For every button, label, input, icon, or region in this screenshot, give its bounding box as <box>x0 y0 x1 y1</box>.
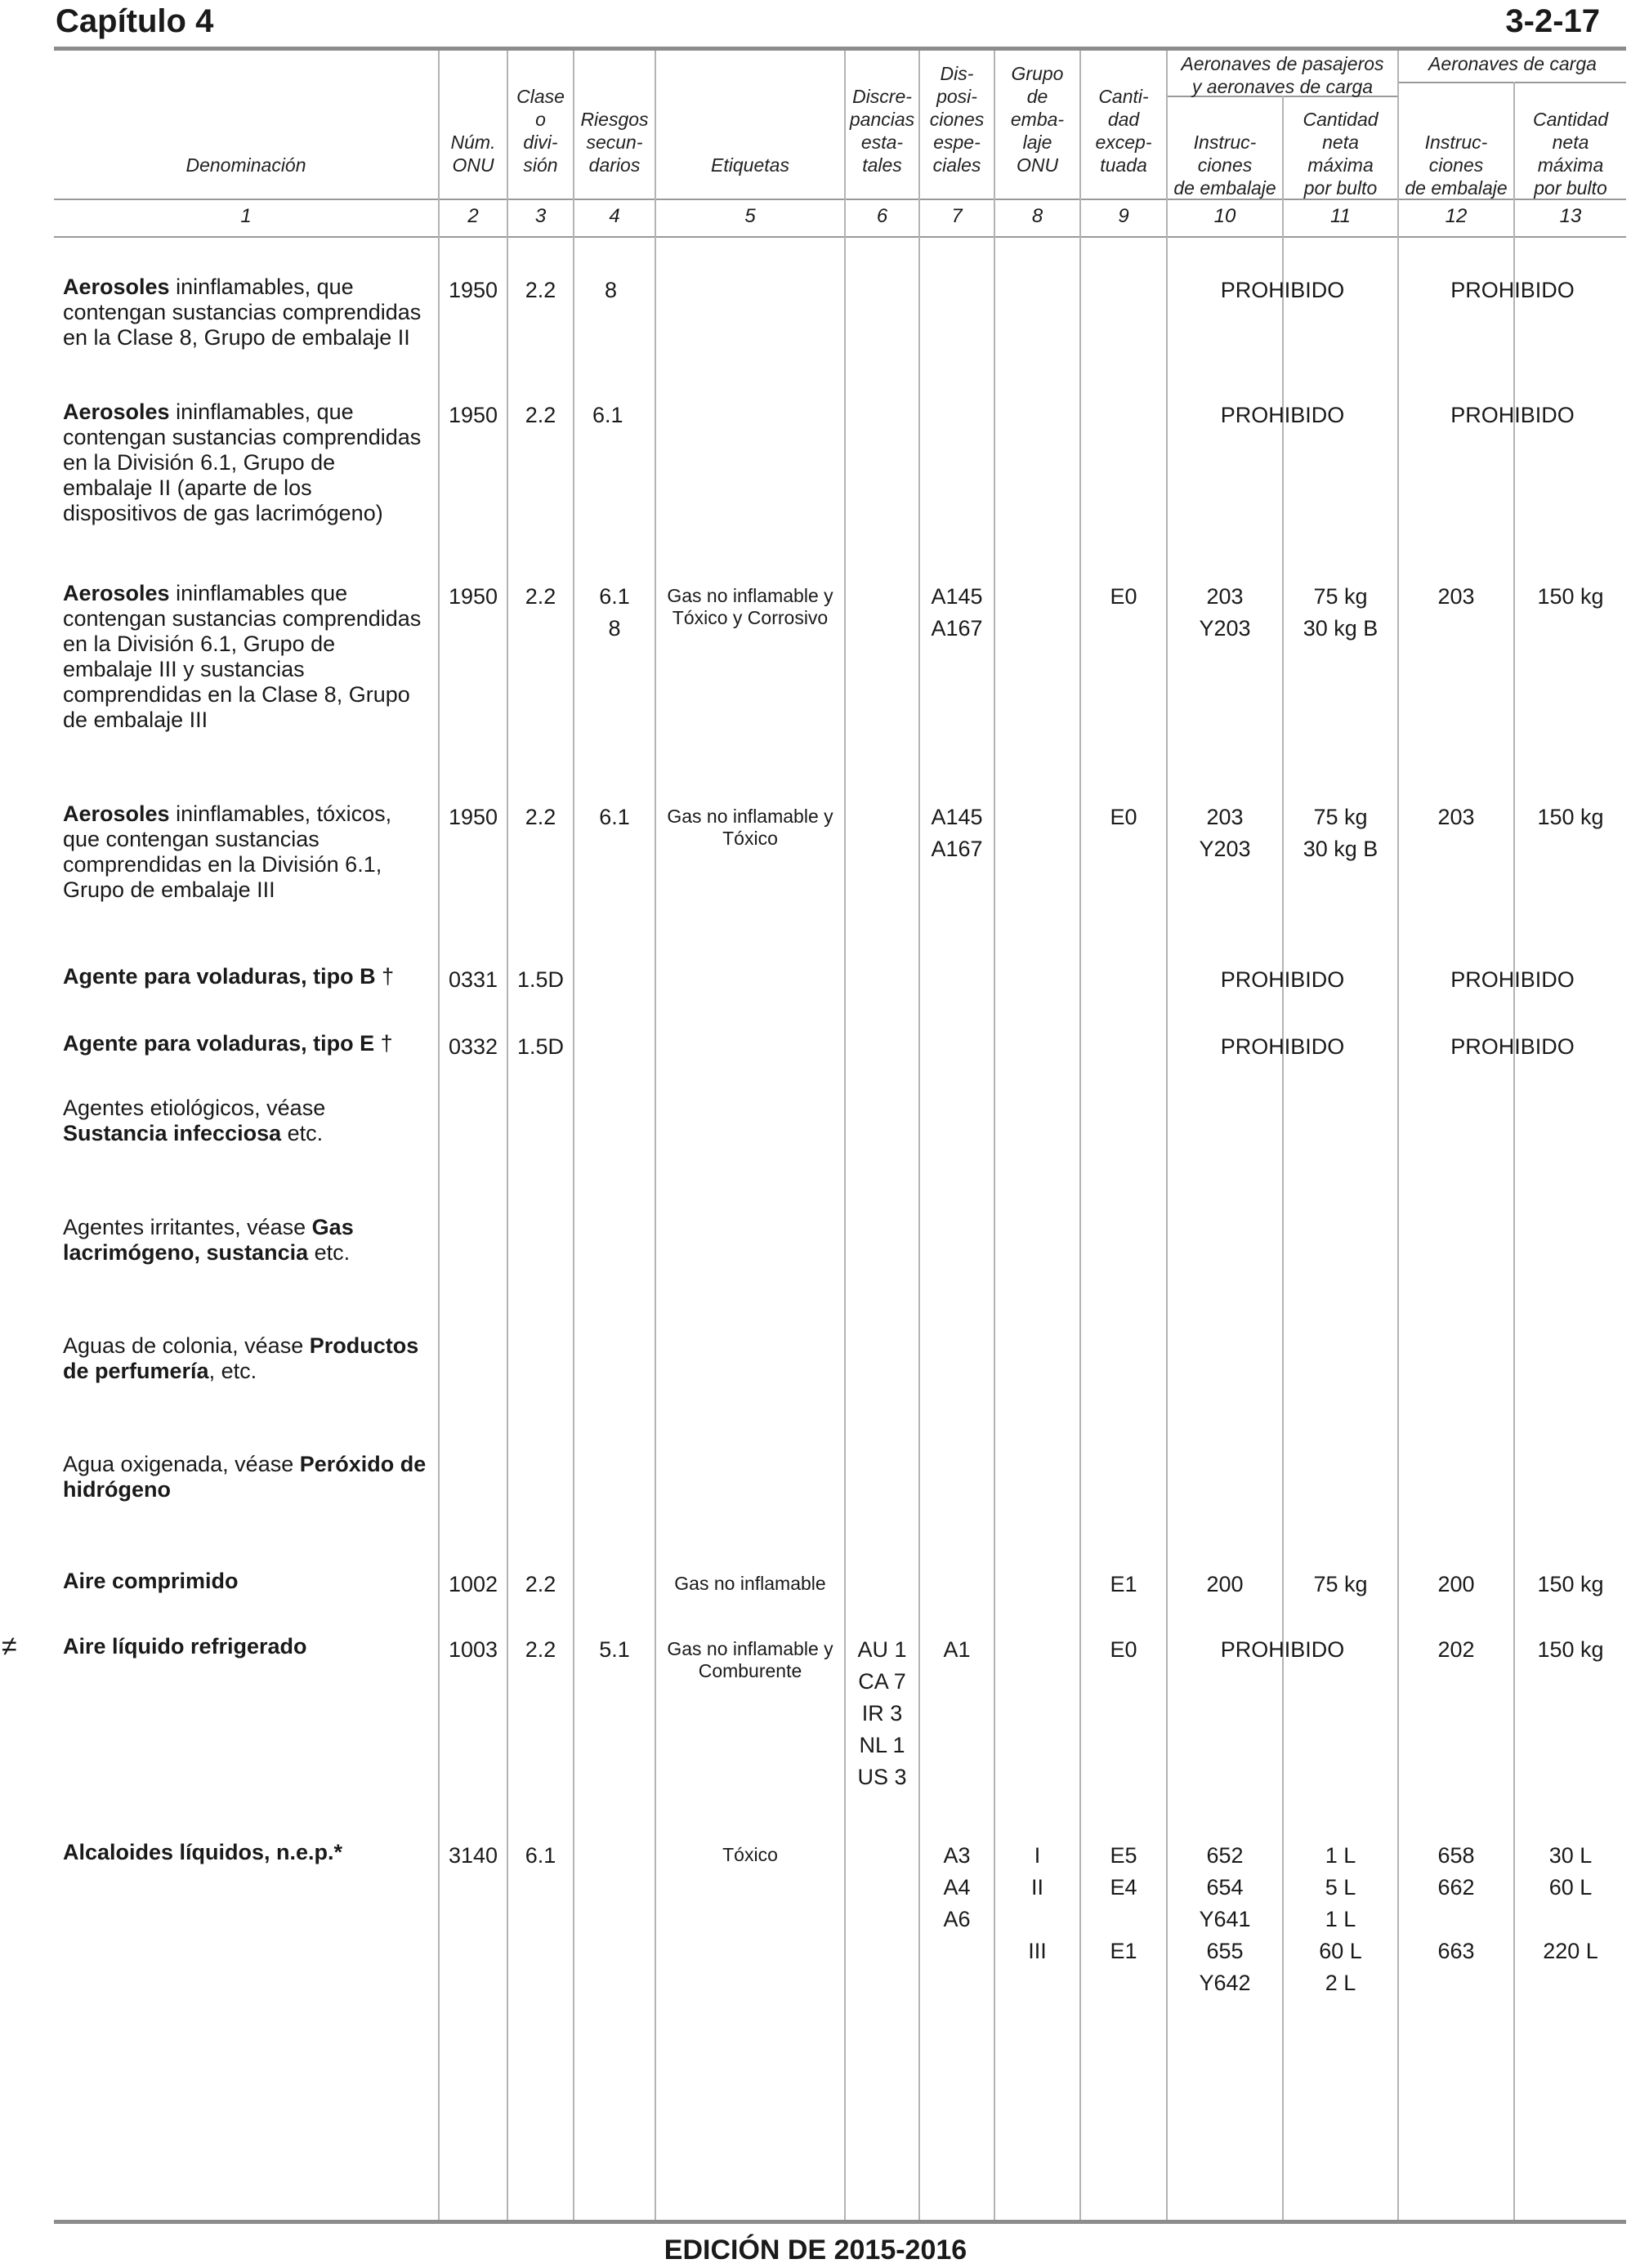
max-net-quantity: 30 kg B <box>1303 837 1379 861</box>
hazard-label: Gas no inflamable y Tóxico <box>667 806 833 849</box>
cross-reference: Agentes etiológicos, véase Sustancia infecciosa etc. <box>63 1096 326 1145</box>
cargo-max-net-quantity: 60 L <box>1548 1875 1593 1900</box>
chapter-title: Capítulo 4 <box>56 3 214 39</box>
special-provision: A167 <box>931 837 983 861</box>
subsidiary-risk: 6.1 <box>592 403 623 427</box>
col-number: 7 <box>951 205 963 227</box>
packing-instruction: 203 <box>1206 805 1244 829</box>
max-net-quantity: 1 L <box>1325 1907 1356 1931</box>
special-provision: A167 <box>931 616 983 641</box>
cross-reference: Aguas de colonia, véase Productos de perfumería, etc. <box>63 1333 419 1383</box>
prohibited-cargo: PROHIBIDO <box>1450 278 1575 302</box>
class-division: 6.1 <box>525 1843 556 1868</box>
col-head-cantidad: Canti- dad excep- tuada <box>1095 86 1152 176</box>
cross-reference: Agentes irritantes, véase Gas lacrimógeno, sustancia etc. <box>63 1215 354 1265</box>
entry-name: Aerosoles ininflamables que contengan sustancias comprendidas en la División 6.1, Grupo de embalaje III y sustancias comprendidas en la Clase 8, Grupo de embalaje III <box>63 581 422 732</box>
cargo-packing-instruction: 662 <box>1437 1875 1475 1900</box>
max-net-quantity: 30 kg B <box>1303 616 1379 641</box>
hazard-label: Gas no inflamable y Tóxico y Corrosivo <box>667 585 833 628</box>
col-divider <box>573 51 574 2220</box>
subsidiary-risk: 5.1 <box>599 1637 630 1662</box>
special-provision: A4 <box>943 1875 971 1900</box>
cargo-packing-instruction: 663 <box>1437 1939 1475 1963</box>
entry-name: Aerosoles ininflamables, tóxicos, que contengan sustancias comprendidas en la División 6.1, Grupo de embalaje III <box>63 801 392 902</box>
onu-number: 1950 <box>448 584 498 609</box>
subsidiary-risk: 6.1 <box>599 584 630 609</box>
col-number: 3 <box>534 205 547 227</box>
col-divider <box>655 51 656 2220</box>
onu-number: 1002 <box>448 1572 498 1596</box>
col-head-clase: Clase o divi- sión <box>516 86 565 176</box>
col-head-grupo: Grupo de emba- laje ONU <box>1010 63 1065 176</box>
max-net-quantity: 75 kg <box>1313 1572 1368 1596</box>
state-variation: AU 1 <box>857 1637 907 1662</box>
max-net-quantity: 75 kg <box>1313 584 1368 609</box>
max-net-quantity: 60 L <box>1319 1939 1362 1963</box>
subsidiary-risk: 8 <box>608 616 621 641</box>
prohibited-passenger: PROHIBIDO <box>1220 967 1345 992</box>
prohibited-passenger: PROHIBIDO <box>1220 1637 1345 1662</box>
col-number: 12 <box>1445 205 1468 227</box>
prohibited-cargo: PROHIBIDO <box>1450 967 1575 992</box>
special-provision: A145 <box>931 584 983 609</box>
col-divider <box>438 51 440 2220</box>
cargo-max-net-quantity: 150 kg <box>1537 1637 1604 1662</box>
onu-number: 0332 <box>448 1034 498 1059</box>
cargo-packing-instruction: 202 <box>1437 1637 1475 1662</box>
entry-name: Agente para voladuras, tipo B † <box>63 964 395 989</box>
cargo-packing-instruction: 200 <box>1437 1572 1475 1596</box>
entry-name: Agente para voladuras, tipo E † <box>63 1031 393 1056</box>
packing-instruction: 203 <box>1206 584 1244 609</box>
prohibited-passenger: PROHIBIDO <box>1220 278 1345 302</box>
special-provision: A1 <box>943 1637 971 1662</box>
cargo-packing-instruction: 658 <box>1437 1843 1475 1868</box>
class-division: 2.2 <box>525 584 556 609</box>
col-head-neta-c: Cantidad neta máxima por bulto <box>1532 109 1609 199</box>
max-net-quantity: 5 L <box>1325 1875 1356 1900</box>
class-division: 2.2 <box>525 1637 556 1662</box>
col-number: 1 <box>240 205 252 227</box>
state-variation: IR 3 <box>861 1701 903 1726</box>
packing-group: I <box>1034 1843 1041 1868</box>
number-rule <box>54 236 1626 238</box>
col-number: 13 <box>1559 205 1582 227</box>
entry-name: Alcaloides líquidos, n.e.p.* <box>63 1840 343 1864</box>
subsidiary-risk: 8 <box>605 278 618 302</box>
entry-name: Aerosoles ininflamables, que contengan sustancias comprendidas en la Clase 8, Grupo de embalaje II <box>63 275 422 350</box>
col-head-disposiciones: Dis- posi- ciones espe- ciales <box>929 63 985 176</box>
class-division: 2.2 <box>525 403 556 427</box>
edition-footer: EDICIÓN DE 2015-2016 <box>664 2235 967 2266</box>
hazard-label: Tóxico <box>722 1844 778 1865</box>
col-divider <box>844 51 846 2220</box>
class-division: 2.2 <box>525 805 556 829</box>
packing-instruction: 655 <box>1206 1939 1244 1963</box>
excepted-quantity: E0 <box>1110 584 1137 609</box>
col-head-denominacion: Denominación <box>185 154 306 176</box>
prohibited-passenger: PROHIBIDO <box>1220 403 1345 427</box>
packing-group: III <box>1028 1939 1047 1963</box>
col-number: 10 <box>1213 205 1236 227</box>
col-number: 6 <box>876 205 888 227</box>
col-head-neta-p: Cantidad neta máxima por bulto <box>1303 109 1379 199</box>
onu-number: 3140 <box>448 1843 498 1868</box>
excepted-quantity: E1 <box>1110 1939 1137 1963</box>
onu-number: 1003 <box>448 1637 498 1662</box>
packing-group: II <box>1030 1875 1043 1900</box>
col-number: 9 <box>1118 205 1129 227</box>
excepted-quantity: E0 <box>1110 805 1137 829</box>
col-head-riesgos: Riesgos secun- darios <box>580 109 649 176</box>
prohibited-passenger: PROHIBIDO <box>1220 1034 1345 1059</box>
col-head-discrepancias: Discre- pancias esta- tales <box>849 86 915 176</box>
cargo-packing-instruction: 203 <box>1437 805 1475 829</box>
col-head-onu: Núm. ONU <box>450 132 496 176</box>
hazard-label: Gas no inflamable <box>674 1573 826 1594</box>
class-division: 1.5D <box>516 1034 565 1059</box>
page-number: 3-2-17 <box>1505 3 1600 39</box>
special-provision: A3 <box>943 1843 971 1868</box>
packing-instruction: 654 <box>1206 1875 1244 1900</box>
prohibited-cargo: PROHIBIDO <box>1450 1034 1575 1059</box>
top-rule <box>54 47 1626 51</box>
packing-instruction: Y203 <box>1199 616 1251 641</box>
onu-number: 0331 <box>448 967 498 992</box>
col-head-carga-group: Aeronaves de carga <box>1428 53 1597 74</box>
state-variation: CA 7 <box>858 1669 906 1694</box>
packing-instruction: Y641 <box>1199 1907 1251 1931</box>
excepted-quantity: E1 <box>1110 1572 1137 1596</box>
cargo-max-net-quantity: 220 L <box>1543 1939 1598 1963</box>
entry-name: Aerosoles ininflamables, que contengan sustancias comprendidas en la División 6.1, Grupo de embalaje II (aparte de los dispositivos de gas lacrimógeno) <box>63 400 422 525</box>
subsidiary-risk: 6.1 <box>599 805 630 829</box>
cargo-max-net-quantity: 30 L <box>1548 1843 1593 1868</box>
cargo-max-net-quantity: 150 kg <box>1537 805 1604 829</box>
max-net-quantity: 2 L <box>1325 1971 1356 1995</box>
col-number: 11 <box>1330 205 1351 227</box>
packing-instruction: 200 <box>1206 1572 1244 1596</box>
state-variation: US 3 <box>857 1765 907 1789</box>
col-number: 5 <box>744 205 756 227</box>
prohibited-cargo: PROHIBIDO <box>1450 403 1575 427</box>
col-number: 8 <box>1031 205 1043 227</box>
class-division: 1.5D <box>516 967 565 992</box>
onu-number: 1950 <box>448 278 498 302</box>
entry-name: Aire líquido refrigerado <box>63 1634 307 1659</box>
class-division: 2.2 <box>525 278 556 302</box>
class-division: 2.2 <box>525 1572 556 1596</box>
col-number: 2 <box>467 205 479 227</box>
special-provision: A6 <box>943 1907 971 1931</box>
onu-number: 1950 <box>448 403 498 427</box>
cargo-max-net-quantity: 150 kg <box>1537 584 1604 609</box>
packing-instruction: Y203 <box>1199 837 1251 861</box>
excepted-quantity: E0 <box>1110 1637 1137 1662</box>
group-rule-carga <box>1399 82 1626 83</box>
col-head-instr-p: Instruc- ciones de embalaje <box>1173 132 1276 199</box>
cross-reference: Agua oxigenada, véase Peróxido de hidrógeno <box>63 1452 427 1502</box>
change-mark: ≠ <box>2 1631 17 1662</box>
onu-number: 1950 <box>448 805 498 829</box>
max-net-quantity: 75 kg <box>1313 805 1368 829</box>
col-divider <box>507 51 508 2220</box>
hazard-label: Gas no inflamable y Comburente <box>667 1638 833 1681</box>
cargo-packing-instruction: 203 <box>1437 584 1475 609</box>
packing-instruction: 652 <box>1206 1843 1244 1868</box>
excepted-quantity: E4 <box>1110 1875 1137 1900</box>
special-provision: A145 <box>931 805 983 829</box>
col-head-pasajeros-group: Aeronaves de pasajeros y aeronaves de carga <box>1181 53 1384 97</box>
excepted-quantity: E5 <box>1110 1843 1137 1868</box>
bottom-rule <box>54 2220 1626 2224</box>
col-head-instr-c: Instruc- ciones de embalaje <box>1405 132 1508 199</box>
max-net-quantity: 1 L <box>1325 1843 1356 1868</box>
col-number: 4 <box>609 205 620 227</box>
entry-name: Aire comprimido <box>63 1569 239 1593</box>
cargo-max-net-quantity: 150 kg <box>1537 1572 1604 1596</box>
col-head-etiquetas: Etiquetas <box>711 154 789 176</box>
state-variation: NL 1 <box>859 1733 905 1757</box>
packing-instruction: Y642 <box>1199 1971 1251 1995</box>
